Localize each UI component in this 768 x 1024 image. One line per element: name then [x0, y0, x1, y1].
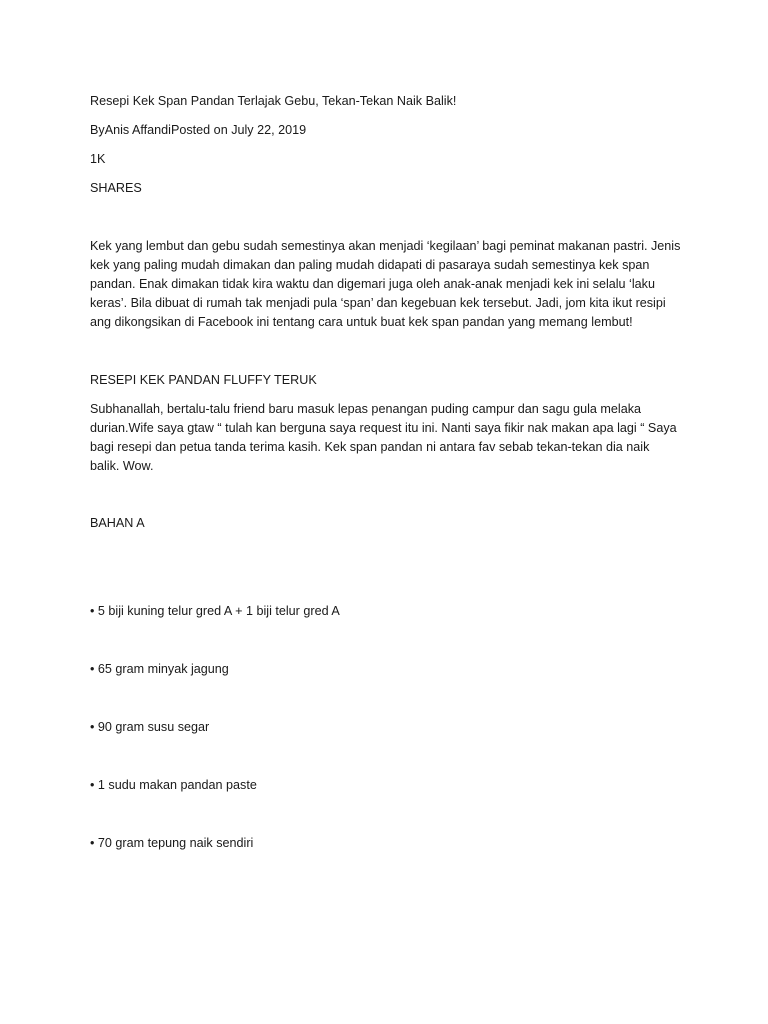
intro-line: ang dikongsikan di Facebook ini tentang cara untuk buat kek span pandan yang memang lembut! [90, 315, 633, 329]
story-line: Subhanallah, bertalu-talu friend baru masuk lepas penangan puding campur dan sagu gula melaka [90, 402, 642, 416]
story-line: bagi resepi dan petua tanda terima kasih. Kek span pandan ni antara fav sebab tekan-tekan dia naik [90, 440, 650, 454]
share-count: 1K [90, 152, 106, 166]
section-heading: RESEPI KEK PANDAN FLUFFY TERUK [90, 373, 317, 387]
ingredient-item: • 1 sudu makan pandan paste [90, 778, 257, 792]
document-page [90, 0, 681, 1024]
story-line: balik. Wow. [90, 459, 154, 473]
article-title: Resepi Kek Span Pandan Terlajak Gebu, Tekan-Tekan Naik Balik! [90, 94, 457, 108]
ingredient-item: • 5 biji kuning telur gred A + 1 biji telur gred A [90, 604, 340, 618]
intro-line: keras’. Bila dibuat di rumah tak menjadi pula ‘span’ dan kegebuan kek tersebut. Jadi, jom kita ikut resipi [90, 296, 666, 310]
ingredient-item: • 65 gram minyak jagung [90, 662, 229, 676]
intro-line: kek yang paling mudah dimakan dan paling mudah didapati di pasaraya sudah semestinya kek span [90, 258, 650, 272]
ingredient-item: • 90 gram susu segar [90, 720, 210, 734]
ingredient-item: • 70 gram tepung naik sendiri [90, 836, 254, 850]
intro-line: Kek yang lembut dan gebu sudah semestinya akan menjadi ‘kegilaan’ bagi peminat makanan pastri. Jenis [90, 239, 681, 253]
share-label: SHARES [90, 181, 142, 195]
story-line: durian.Wife saya gtaw “ tulah kan berguna saya request itu ini. Nanti saya fikir nak makan apa lagi “ Saya [90, 421, 677, 435]
ingredients-heading: BAHAN A [90, 516, 145, 530]
intro-line: pandan. Enak dimakan tidak kira waktu dan digemari juga oleh anak-anak menjadi kek ini selalu ‘laku [90, 277, 655, 291]
byline: ByAnis AffandiPosted on July 22, 2019 [90, 123, 307, 137]
